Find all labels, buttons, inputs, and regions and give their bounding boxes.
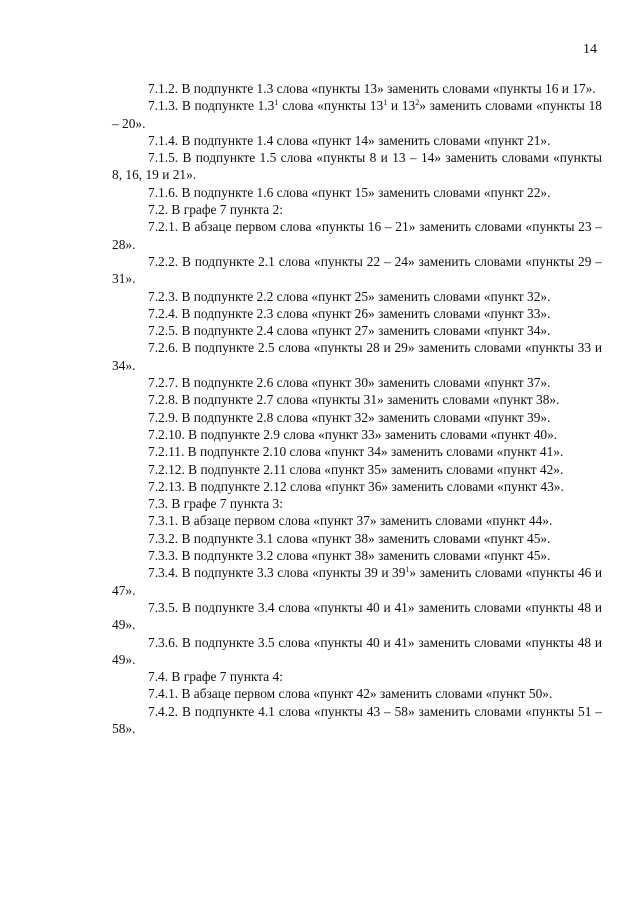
- paragraph: 7.2.12. В подпункте 2.11 слова «пункт 35» заменить словами «пункт 42».: [148, 461, 564, 477]
- paragraph: 7.3.2. В подпункте 3.1 слова «пункт 38» заменить словами «пункт 45».: [148, 530, 551, 546]
- paragraph: 7.4.1. В абзаце первом слова «пункт 42» заменить словами «пункт 50».: [148, 686, 553, 702]
- paragraph: 7.2.11. В подпункте 2.10 слова «пункт 34» заменить словами «пункт 41».: [148, 444, 564, 460]
- paragraph: 7.2.4. В подпункте 2.3 слова «пункт 26» заменить словами «пункт 33».: [148, 305, 551, 321]
- paragraph: 7.3.4. В подпункте 3.3 слова «пункты 39 и $39^1$» заменить словами «пункты 46 и 47».: [112, 565, 602, 598]
- paragraph: 7.1.5. В подпункте 1.5 слова «пункты 8 и 13 – 14» заменить словами «пункты 8, 16, 19 и 21».: [112, 150, 602, 183]
- paragraph: 7.3.1. В абзаце первом слова «пункт 37» заменить словами «пункт 44».: [148, 513, 553, 529]
- paragraph: 7.2.5. В подпункте 2.4 слова «пункт 27» заменить словами «пункт 34».: [148, 323, 551, 339]
- paragraph: 7.1.6. В подпункте 1.6 слова «пункт 15» заменить словами «пункт 22».: [148, 184, 551, 200]
- paragraph: 7.4.2. В подпункте 4.1 слова «пункты 43 – 58» заменить словами «пункты 51 – 58».: [112, 703, 602, 736]
- paragraph: 7.3.5. В подпункте 3.4 слова «пункты 40 и 41» заменить словами «пункты 48 и 49».: [112, 599, 602, 633]
- page-number: 14: [583, 42, 597, 57]
- paragraph: 7.2.13. В подпункте 2.12 слова «пункт 36» заменить словами «пункт 43».: [148, 478, 564, 494]
- paragraph: 7.1.3. В подпункте $1.3^1$ слова «пункты $13^1$ и $13^2$» заменить словами «пункты 18 – 20».: [112, 98, 602, 131]
- paragraph: 7.2.9. В подпункте 2.8 слова «пункт 32» заменить словами «пункт 39».: [148, 409, 551, 425]
- paragraph: 7.2.3. В подпункте 2.2 слова «пункт 25» заменить словами «пункт 32».: [148, 288, 551, 304]
- paragraph: 7.1.4. В подпункте 1.4 слова «пункт 14» заменить словами «пункт 21».: [148, 132, 551, 148]
- paragraph: 7.3. В графе 7 пункта 3:: [148, 496, 283, 512]
- document-body: [112, 80, 602, 737]
- paragraph: 7.4. В графе 7 пункта 4:: [148, 669, 283, 685]
- paragraph: 7.2.6. В подпункте 2.5 слова «пункты 28 и 29» заменить словами «пункты 33 и 34».: [112, 340, 602, 373]
- paragraph: 7.3.6. В подпункте 3.5 слова «пункты 40 и 41» заменить словами «пункты 48 и 49».: [112, 634, 602, 667]
- paragraph: 7.2.2. В подпункте 2.1 слова «пункты 22 – 24» заменить словами «пункты 29 – 31».: [112, 253, 602, 287]
- paragraph: 7.2.10. В подпункте 2.9 слова «пункт 33» заменить словами «пункт 40».: [148, 426, 558, 442]
- paragraph: 7.3.3. В подпункте 3.2 слова «пункт 38» заменить словами «пункт 45».: [148, 548, 551, 564]
- paragraph: 7.2.1. В абзаце первом слова «пункты 16 – 21» заменить словами «пункты 23 – 28».: [112, 219, 602, 252]
- paragraph: 7.2. В графе 7 пункта 2:: [148, 202, 283, 218]
- paragraph: 7.1.2. В подпункте 1.3 слова «пункты 13» заменить словами «пункты 16 и 17».: [148, 81, 596, 96]
- paragraph: 7.2.7. В подпункте 2.6 слова «пункт 30» заменить словами «пункт 37».: [148, 375, 551, 391]
- paragraph: 7.2.8. В подпункте 2.7 слова «пункты 31» заменить словами «пункт 38».: [148, 392, 560, 408]
